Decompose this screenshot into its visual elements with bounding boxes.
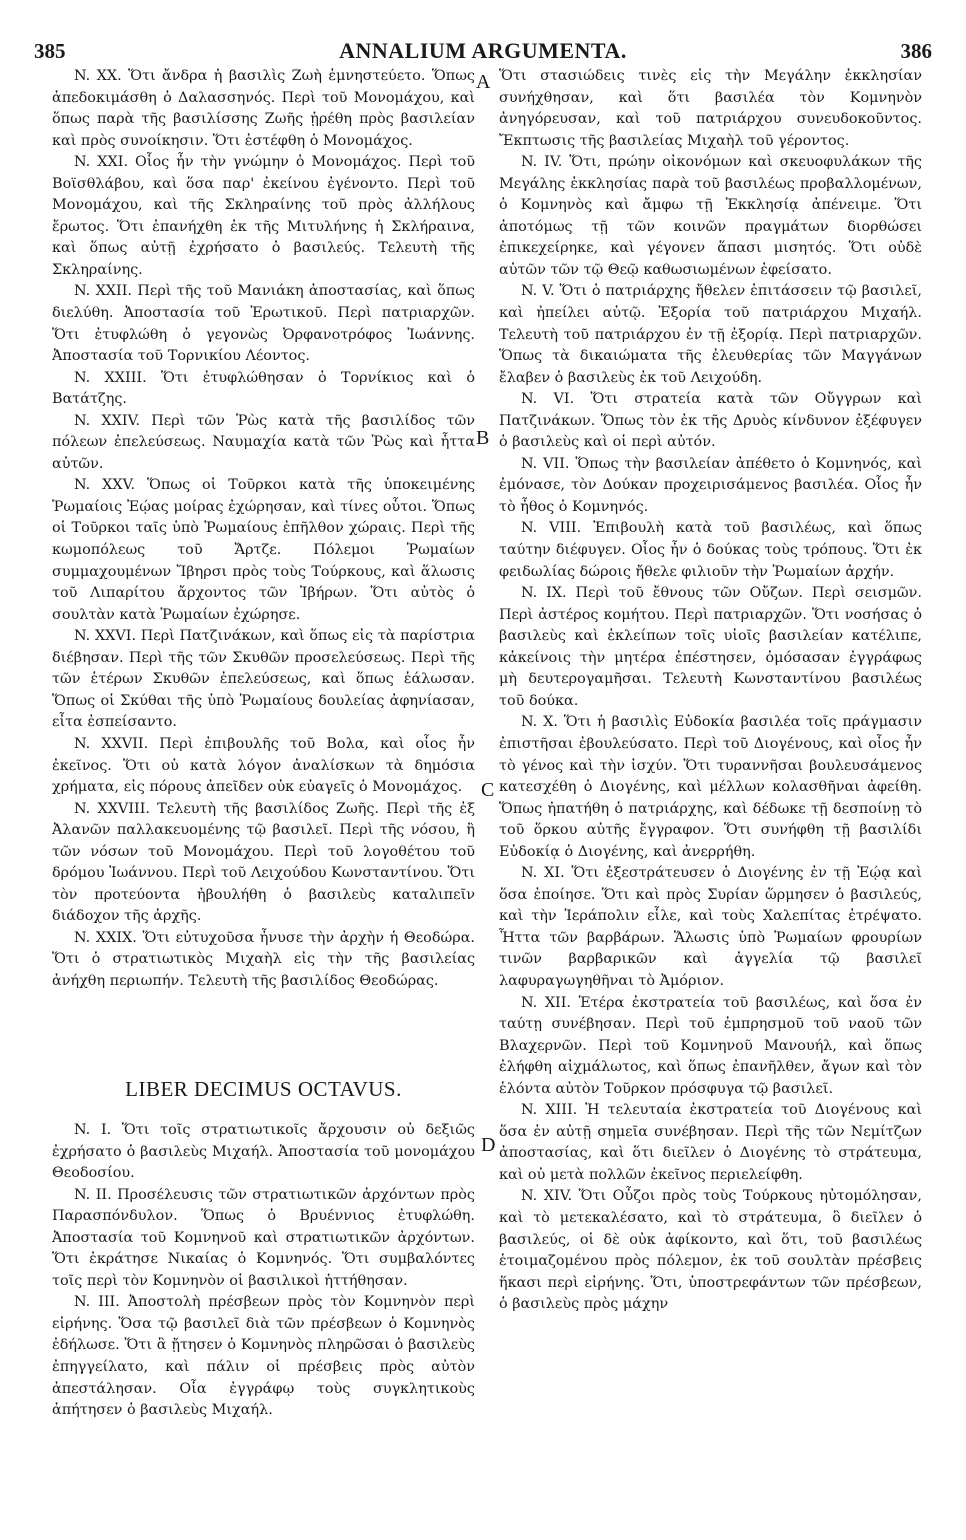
entry-paragraph: N. VII. Ὅπως τὴν βασιλείαν ἀπέθετο ὁ Κομνηνός, καὶ ἐμόνασε, τὸν Δούκαν προχειρισάμενος βασιλέα. Οἷος ἦν τὸ ἦθος ὁ Κομνηνός. (499, 455, 922, 515)
entry-paragraph: N. XII. Ἑτέρα ἐκστρατεία τοῦ βασιλέως, καὶ ὅσα ἐν ταύτῃ συνέβησαν. Περὶ τοῦ ἐμπρησμοῦ τοῦ ναοῦ τῶν Βλαχερνῶν. Περὶ τοῦ Κομνηνοῦ Μανουήλ, καὶ ὅπως ἐλήφθη αἰχμάλωτος, καὶ ὅπως ἐπανῆλθεν, ἄγων καὶ τὸν ἑλόντα αὐτὸν Τοῦρκον πρόσφυγα τῷ βασιλεῖ. (499, 994, 922, 1097)
left-column-book-18 (52, 1120, 475, 1531)
margin-letter-a: A (476, 71, 491, 93)
entry-paragraph: N. XXV. Ὅπως οἱ Τοῦρκοι κατὰ τῆς ὑποκειμένης Ῥωμαίοις Ἐῴας μοίρας ἐχώρησαν, καὶ τίνες οὗτοι. Ὅπως οἱ Τοῦρκοι ταῖς ὑπὸ Ῥωμαίους ἐπῆλθον χώραις. Περὶ τῆς κωμοπόλεως τοῦ Ἄρτζε. Πόλεμοι Ῥωμαίων συμμαχουμένων Ἴβηρσι πρὸς τοὺς Τούρκους, καὶ ἅλωσις τοῦ Λιπαρίτου ἄρχοντος τῶν Ἰβήρων. Ὅτι αὐτὸς ὁ σουλτὰν κατὰ Ῥωμαίων ἐχώρησε. (52, 477, 475, 623)
entry-paragraph: N. VIII. Ἐπιβουλὴ κατὰ τοῦ βασιλέως, καὶ ὅπως ταύτην διέφυγεν. Οἷος ἦν ὁ δούκας τοὺς τρόπους. Ὅτι ἐκ φειδωλίας δώροις ἤθελε φιλιοῦν τὴν Ῥωμαίων ἀρχήν. (499, 520, 922, 580)
left-page-number: 385 (34, 39, 66, 63)
entry-paragraph: N. I. Ὅτι τοῖς στρατιωτικοῖς ἄρχουσιν οὐ δεξιῶς ἐχρήσατο ὁ βασιλεὺς Μιχαήλ. Ἀποστασία τοῦ μονομάχου Θεοδοσίου. (52, 1122, 475, 1182)
entry-paragraph: N. XXIX. Ὅτι εὐτυχοῦσα ἦνυσε τὴν ἀρχὴν ἡ Θεοδώρα. Ὅτι ὁ στρατιωτικὸς Μιχαὴλ εἰς τὴν τῆς βασιλείας ἀνήχθη περιωπήν. Τελευτὴ τῆς βασιλίδος Θεοδώρας. (52, 929, 475, 989)
right-column (499, 66, 922, 1531)
entry-paragraph: N. XX. Ὅτι ἄνδρα ἡ βασιλὶς Ζωὴ ἐμνηστεύετο. Ὅπως ἀπεδοκιμάσθη ὁ Δαλασσηνός. Περὶ τοῦ Μονομάχου, καὶ ὅπως παρὰ τῆς βασιλίσσης Ζωῆς ᾑρέθη πρὸς βασιλείαν καὶ πρὸς συνοίκησιν. Ὅτι ἐστέφθη ὁ Μονομάχος. (52, 68, 475, 149)
right-page-number: 386 (900, 39, 932, 63)
entry-paragraph: N. V. Ὅτι ὁ πατριάρχης ἤθελεν ἐπιτάσσειν τῷ βασιλεῖ, καὶ ἠπείλει αὐτῷ. Ἐξορία τοῦ πατριάρχου Μιχαήλ. Τελευτὴ τοῦ πατριάρχου ἐν τῇ ἐξορίᾳ. Περὶ πατριαρχῶν. Ὅπως τὰ δικαιώματα τῆς ἐλευθερίας τῶν Μαγγάνων ἔλαβεν ὁ βασιλεὺς ἐκ τοῦ Λειχούδη. (499, 283, 922, 386)
entry-paragraph: N. IV. Ὅτι, πρώην οἰκονόμων καὶ σκευοφυλάκων τῆς Μεγάλης ἐκκλησίας παρὰ τοῦ βασιλέως προβαλλομένων, ὁ Κομνηνὸς καὶ ἄμφω τῇ Ἐκκλησίᾳ ἀπένειμε. Ὅτι ἀποτόμως τῇ τῶν κοινῶν πραγμάτων διορθώσει ἐπικεχείρηκε, καὶ γέγονεν ἅπασι μισητός. Ὅτι οὐδὲ αὐτῶν τῶν τῷ Θεῷ καθωσιωμένων ἐφείσατο. (499, 154, 922, 278)
entry-paragraph: N. XXII. Περὶ τῆς τοῦ Μανιάκη ἀποστασίας, καὶ ὅπως διελύθη. Ἀποστασία τοῦ Ἐρωτικοῦ. Περὶ πατριαρχῶν. Ὅτι ἐτυφλώθη ὁ γεγονὼς Ὀρφανοτρόφος Ἰωάννης. Ἀποστασία τοῦ Τορνικίου Λέοντος. (52, 283, 475, 365)
entry-paragraph: N. XXVII. Περὶ ἐπιβουλῆς τοῦ Βολα, καὶ οἷος ἦν ἐκεῖνος. Ὅτι οὐ κατὰ λόγον ἀναλίσκων τὰ δημόσια χρήματα, εἰς πόρους ἀπεῖδεν οὐκ εὐαγεῖς ὁ Μονομάχος. (52, 735, 475, 796)
page-header (34, 38, 932, 64)
entry-paragraph: N. IX. Περὶ τοῦ ἔθνους τῶν Οὔζων. Περὶ σεισμῶν. Περὶ ἀστέρος κομήτου. Περὶ πατριαρχῶν. Ὅτι νοσήσας ὁ βασιλεὺς καὶ ἐκλείπων τοῖς υἱοῖς βασιλείαν κατέλιπε, κἀκείνοις τὴν μητέρα ἐπέστησεν, ὀμόσασαν ἐγγράφως μὴ δευτερογαμῆσαι. Τελευτὴ Κωνσταντίνου βασιλέως τοῦ δούκα. (499, 585, 922, 709)
margin-letter-b: B (476, 427, 490, 449)
margin-letter-c: C (481, 779, 495, 801)
entry-paragraph: N. XIII. Ἡ τελευταία ἐκστρατεία τοῦ Διογένους καὶ ὅσα ἐν αὐτῇ σημεῖα συνέβησαν. Περὶ τῆς τῶν Νεμίτζων ἀποστασίας, καὶ ὅτι διεῖλεν ὁ Διογένης τὸ στράτευμα, καὶ οὐ μετὰ πολλῶν ἐκεῖνος περιελείφθη. (499, 1102, 922, 1183)
left-column (52, 66, 475, 1186)
entry-paragraph: N. VI. Ὅτι στρατεία κατὰ τῶν Οὔγγρων καὶ Πατζινάκων. Ὅπως τὸν ἐκ τῆς Δρυὸς κίνδυνον ἐξέφυγεν ὁ βασιλεὺς καὶ οἱ περὶ αὐτόν. (499, 391, 922, 451)
entry-paragraph: N. XXIV. Περὶ τῶν Ῥὼς κατὰ τῆς βασιλίδος τῶν πόλεων ἐπελεύσεως. Ναυμαχία κατὰ τῶν Ῥὼς καὶ ἧττα αὐτῶν. (52, 412, 475, 472)
entry-paragraph: N. XIV. Ὅτι Οὖζοι πρὸς τοὺς Τούρκους ηὐτομόλησαν, καὶ τὸ μετεκαλέσατο, καὶ τὸ στράτευμα, ὃ διεῖλεν ὁ βασιλεύς, οἱ δὲ οὐκ ἀφίκοντο, καὶ ὅτι, τοῦ βασιλέως ἑτοιμαζομένου πρὸς πόλεμον, ἐκ τοῦ σουλτὰν πρέσβεις ἥκασι περὶ εἰρήνης. Ὅτι, ὑποστρεφάντων τῶν πρέσβεων, ὁ βασιλεὺς πρὸς μάχην (499, 1188, 922, 1313)
entry-paragraph: Ὅτι στασιώδεις τινὲς εἰς τὴν Μεγάλην ἐκκλησίαν συνήχθησαν, καὶ ὅτι βασιλέα τὸν Κομνηνὸν ἀνηγόρευσαν, καὶ τοῦ πατριάρχου συνευδοκοῦντος. Ἔκπτωσις τῆς βασιλείας Μιχαὴλ τοῦ γέροντος. (499, 68, 922, 149)
entry-paragraph: N. X. Ὅτι ἡ βασιλὶς Εὐδοκία βασιλέα τοῖς πράγμασιν ἐπιστῆσαι ἐβουλεύσατο. Περὶ τοῦ Διογένους, καὶ οἷος ἦν τὸ γένος καὶ τὴν ἰσχύν. Ὅτι τυραννῆσαι βουλευσάμενος κατεσχέθη ὁ Διογένης, καὶ μέλλων κολασθῆναι ἀφείθη. Ὅπως ἠπατήθη ὁ πατριάρχης, καὶ δέδωκε τῇ δεσποίνῃ τὸ τοῦ ὅρκου αὐτῆς ἔγγραφον. Ὅτι συνήφθη τῇ βασιλίδι Εὐδοκίᾳ ὁ Διογένης, καὶ ἀνερρήθη. (499, 714, 922, 860)
running-title: ANNALIUM ARGUMENTA. (339, 38, 627, 63)
margin-letter-d: D (481, 1134, 496, 1156)
entry-paragraph: N. XXVIII. Τελευτὴ τῆς βασιλίδος Ζωῆς. Περὶ τῆς ἐξ Ἀλανῶν παλλακευομένης τῷ βασιλεῖ. Περὶ τῆς νόσου, ἢ τῶν νόσων τοῦ Μονομάχου. Περὶ τοῦ λογοθέτου τοῦ δρόμου Ἰωάννου. Περὶ τοῦ Λειχούδου Κωνσταντίνου. Ὅτι τὸν προτεύοντα ἠβουλήθη ὁ βασιλεὺς καταλιπεῖν διάδοχον τῆς ἀρχῆς. (52, 800, 475, 925)
section-heading: LIBER DECIMUS OCTAVUS. (125, 1077, 402, 1101)
entry-paragraph: N. XI. Ὅτι ἐξεστράτευσεν ὁ Διογένης ἐν τῇ Ἐῴᾳ καὶ ὅσα ἐποίησε. Ὅτι καὶ πρὸς Συρίαν ὥρμησεν ὁ βασιλεύς, καὶ τὴν Ἱεράπολιν εἷλε, καὶ τοὺς Χαλεπίτας ἐτρέψατο. Ἧττα τῶν βαρβάρων. Ἅλωσις ὑπὸ Ῥωμαίων φρουρίων τινῶν βαρβαρικῶν καὶ ἀγγελία τῷ βασιλεῖ λαφυραγωγηθῆναι τὸ Ἀμόριον. (499, 865, 922, 989)
entry-paragraph: N. XXVI. Περὶ Πατζινάκων, καὶ ὅπως εἰς τὰ παρίστρια διέβησαν. Περὶ τῆς τῶν Σκυθῶν προσελεύσεως. Περὶ τῆς τῶν ἑτέρων Σκυθῶν ἐπελεύσεως, καὶ ὅπως ἑάλωσαν. Ὅπως οἱ Σκύθαι τῆς ὑπὸ Ῥωμαίους δουλείας ἀφηνίασαν, εἶτα ἐσπείσαντο. (52, 628, 475, 731)
entry-paragraph: N. II. Προσέλευσις τῶν στρατιωτικῶν ἀρχόντων πρὸς Παρασπόνδυλον. Ὅπως ὁ Βρυέννιος ἐτυφλώθη. Ἀποστασία τοῦ Κομνηνοῦ καὶ στρατιωτικῶν ἀρχόντων. Ὅτι ἐκράτησε Νικαίας ὁ Κομνηνός. Ὅτι συμβαλόντες τοῖς περὶ τὸν Κομνηνὸν οἱ βασιλικοὶ ἡττήθησαν. (52, 1186, 475, 1289)
entry-paragraph: N. XXIII. Ὅτι ἐτυφλώθησαν ὁ Τορνίκιος καὶ ὁ Βατάτζης. (52, 369, 475, 408)
entry-paragraph: N. XXI. Οἷος ἦν τὴν γνώμην ὁ Μονομάχος. Περὶ τοῦ Βοϊσθλάβου, καὶ ὅσα παρ' ἐκείνου ἐγένοντο. Περὶ τοῦ Μονομάχου, καὶ τῆς Σκληραίνης τοῦ πρὸς ἀλλήλους ἔρωτος. Ὅτι ἐπανήχθη ἐκ τῆς Μιτυλήνης ἡ Σκλήραινα, καὶ ὅπως αὐτῇ ἐχρήσατο ὁ βασιλεύς. Τελευτὴ τῆς Σκληραίνης. (52, 154, 475, 278)
entry-paragraph: N. III. Ἀποστολὴ πρέσβεων πρὸς τὸν Κομνηνὸν περὶ εἰρήνης. Ὅσα τῷ βασιλεῖ διὰ τῶν πρέσβεων ὁ Κομνηνὸς ἐδήλωσε. Ὅτι ἃ ᾔτησεν ὁ Κομνηνὸς πληρῶσαι ὁ βασιλεὺς ἐπηγγείλατο, καὶ πάλιν οἱ πρέσβεις πρὸς αὐτὸν ἀπεστάλησαν. Οἷα ἐγγράφῳ τοὺς συγκλητικοὺς ἀπήτησεν ὁ βασιλεὺς Μιχαήλ. (52, 1294, 475, 1419)
